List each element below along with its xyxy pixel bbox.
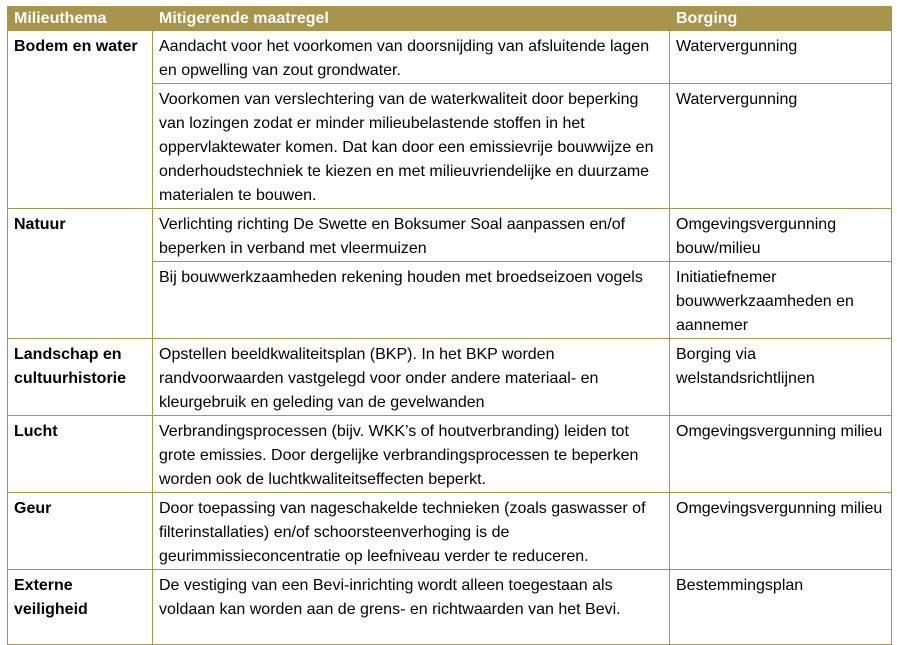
theme-cell: Bodem en water — [8, 31, 153, 84]
table-row — [8, 262, 892, 339]
mitigation-table — [7, 6, 892, 645]
borging-cell: Bestemmingsplan — [670, 570, 892, 645]
theme-cell: Externe veiligheid — [8, 570, 153, 645]
measure-cell: Door toepassing van nageschakelde technieken (zoals gaswasser of filterinstallaties) en/of schoorsteenverhoging is de geurimmissieconcentratie op leefniveau verder te reduceren. — [153, 493, 670, 570]
measure-cell: De vestiging van een Bevi-inrichting wordt alleen toegestaan als voldaan kan worden aan de grens- en richtwaarden van het Bevi. — [153, 570, 670, 645]
measure-cell: Bij bouwwerkzaamheden rekening houden met broedseizoen vogels — [153, 262, 670, 339]
borging-cell: Omgevingsvergunning milieu — [670, 416, 892, 493]
table-row — [8, 416, 892, 493]
borging-cell: Initiatiefnemer bouwwerkzaamheden en aannemer — [670, 262, 892, 339]
header-maatregel: Mitigerende maatregel — [153, 6, 670, 31]
borging-cell: Watervergunning — [670, 84, 892, 209]
borging-cell: Borging via welstandsrichtlijnen — [670, 339, 892, 416]
theme-cell — [8, 84, 153, 209]
table-row — [8, 209, 892, 262]
header-row — [8, 6, 892, 31]
borging-cell: Omgevingsvergunning milieu — [670, 493, 892, 570]
measure-cell: Verbrandingsprocessen (bijv. WKK’s of houtverbranding) leiden tot grote emissies. Door dergelijke verbrandingsprocessen te beperken worden ook de luchtkwaliteitseffecten beperkt. — [153, 416, 670, 493]
table-row — [8, 84, 892, 209]
theme-cell: Landschap en cultuurhistorie — [8, 339, 153, 416]
borging-cell: Omgevingsvergunning bouw/milieu — [670, 209, 892, 262]
table-row — [8, 339, 892, 416]
measure-cell: Opstellen beeldkwaliteitsplan (BKP). In het BKP worden randvoorwaarden vastgelegd voor onder andere materiaal- en kleurgebruik en geleding van de gevelwanden — [153, 339, 670, 416]
measure-cell: Aandacht voor het voorkomen van doorsnijding van afsluitende lagen en opwelling van zout grondwater. — [153, 31, 670, 84]
table-row — [8, 570, 892, 645]
measure-cell: Verlichting richting De Swette en Boksumer Soal aanpassen en/of beperken in verband met vleermuizen — [153, 209, 670, 262]
theme-cell: Natuur — [8, 209, 153, 262]
theme-cell: Geur — [8, 493, 153, 570]
table-row — [8, 31, 892, 84]
theme-cell: Lucht — [8, 416, 153, 493]
borging-cell: Watervergunning — [670, 31, 892, 84]
theme-cell — [8, 262, 153, 339]
table-row — [8, 493, 892, 570]
measure-cell: Voorkomen van verslechtering van de waterkwaliteit door beperking van lozingen zodat er minder milieubelastende stoffen in het oppervlaktewater komen. Dat kan door een emissievrije bouwwijze en onderhoudstechniek te kiezen en met milieuvriendelijke en duurzame materialen te bouwen. — [153, 84, 670, 209]
header-borging: Borging — [670, 6, 892, 31]
header-milieuthema: Milieuthema — [8, 6, 153, 31]
